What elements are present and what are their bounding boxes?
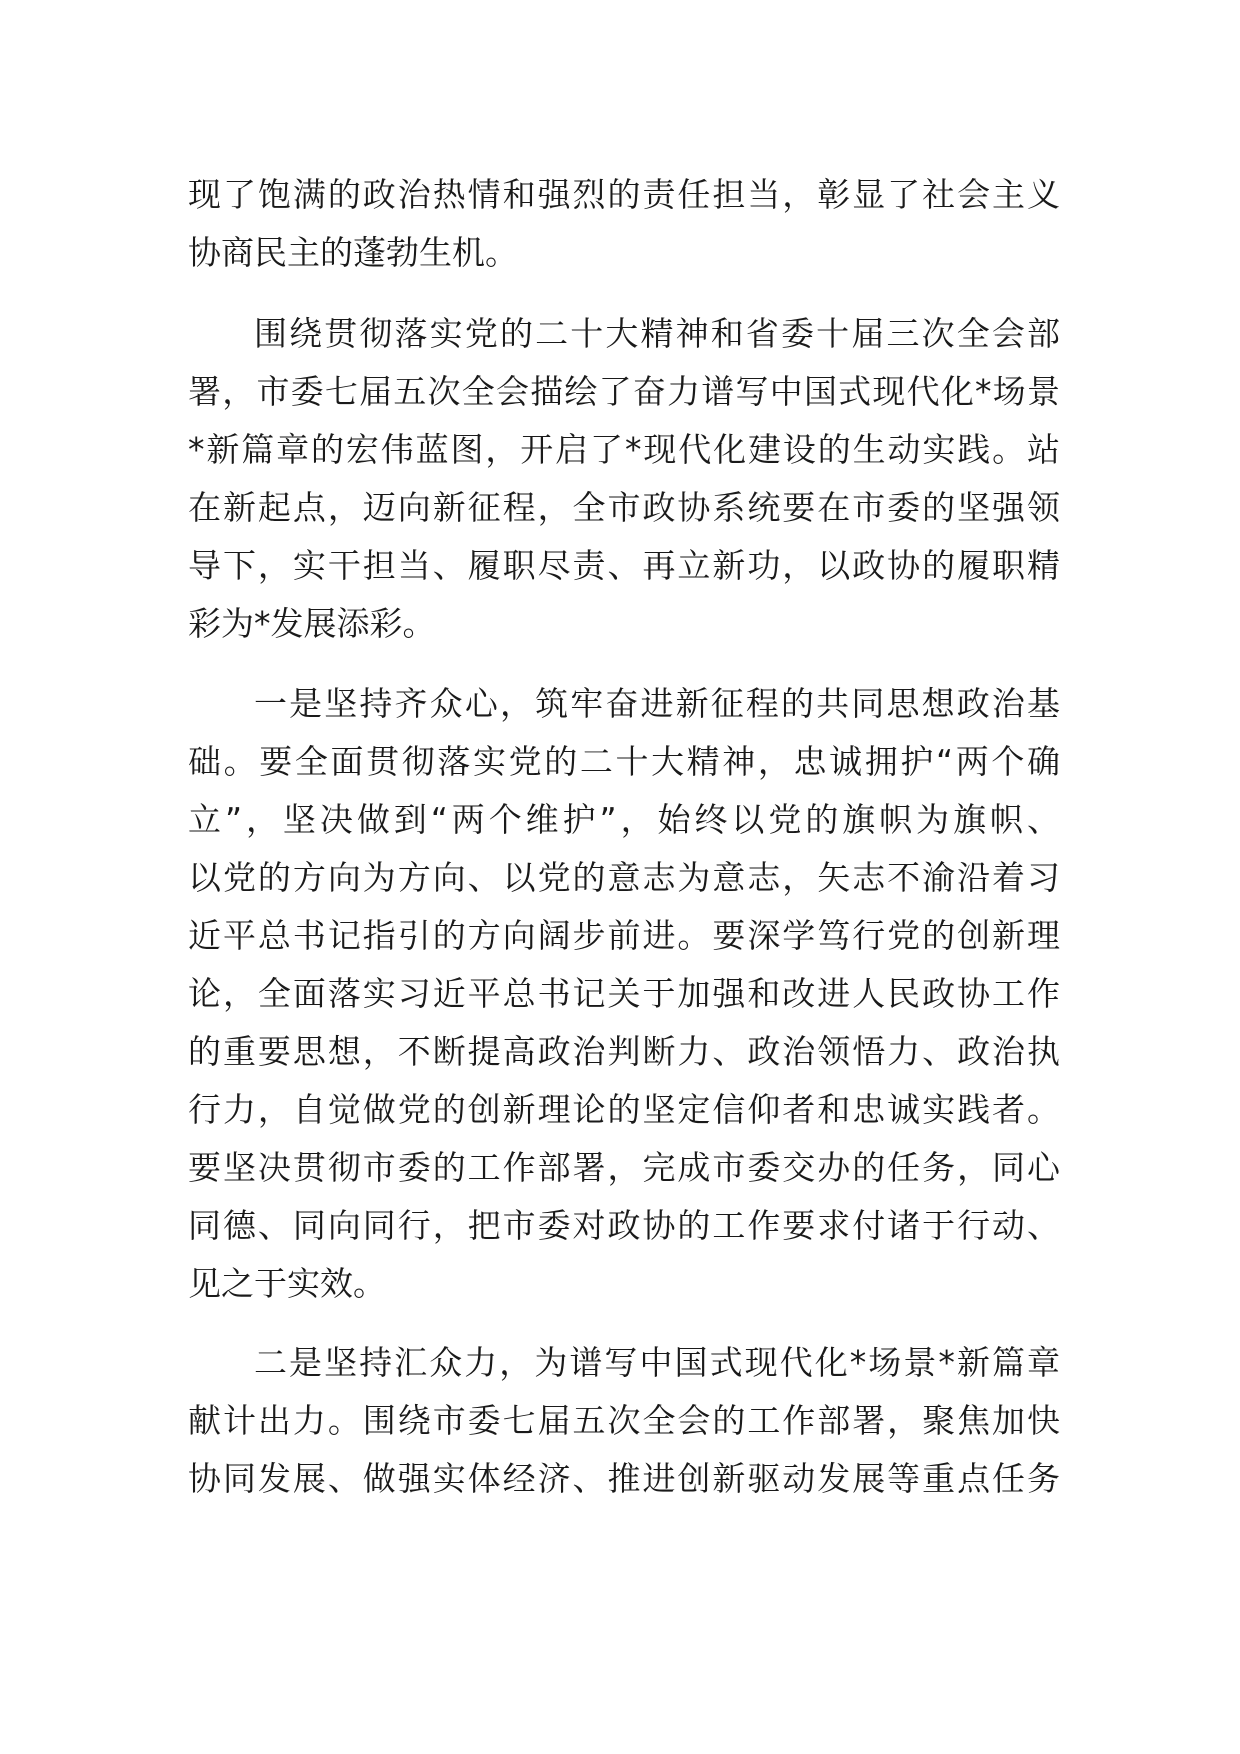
text-line: 同德、同向同行，把市委对政协的工作要求付诸于行动、: [188, 1206, 1060, 1245]
text-line: 的重要思想，不断提高政治判断力、政治领悟力、政治执: [188, 1032, 1060, 1071]
text-line: 献计出力。围绕市委七届五次全会的工作部署，聚焦加快: [188, 1401, 1060, 1440]
text-line: 以党的方向为方向、以党的意志为意志，矢志不渝沿着习: [188, 858, 1060, 897]
text-line: 现了饱满的政治热情和强烈的责任担当，彰显了社会主义: [188, 175, 1060, 214]
text-line: *新篇章的宏伟蓝图，开启了*现代化建设的生动实践。站: [188, 430, 1060, 469]
text-line: 见之于实效。: [188, 1264, 386, 1303]
text-line: 要坚决贯彻市委的工作部署，完成市委交办的任务，同心: [188, 1148, 1060, 1187]
text-line: 导下，实干担当、履职尽责、再立新功，以政协的履职精: [188, 546, 1060, 585]
text-line: 署，市委七届五次全会描绘了奋力谱写中国式现代化*场景: [188, 372, 1060, 411]
text-line: 协同发展、做强实体经济、推进创新驱动发展等重点任务: [188, 1459, 1060, 1498]
text-line: 础。要全面贯彻落实党的二十大精神，忠诚拥护“两个确: [188, 742, 1060, 781]
paragraph-first-line: 围绕贯彻落实党的二十大精神和省委十届三次全会部: [254, 314, 1060, 353]
text-line: 在新起点，迈向新征程，全市政协系统要在市委的坚强领: [188, 488, 1060, 527]
text-line: 协商民主的蓬勃生机。: [188, 233, 518, 272]
paragraph-first-line: 二是坚持汇众力，为谱写中国式现代化*场景*新篇章: [254, 1343, 1060, 1382]
text-line: 立”，坚决做到“两个维护”，始终以党的旗帜为旗帜、: [188, 800, 1060, 839]
text-line: 彩为*发展添彩。: [188, 604, 436, 643]
paragraph-first-line: 一是坚持齐众心，筑牢奋进新征程的共同思想政治基: [254, 684, 1060, 723]
text-line: 论，全面落实习近平总书记关于加强和改进人民政协工作: [188, 974, 1060, 1013]
text-line: 近平总书记指引的方向阔步前进。要深学笃行党的创新理: [188, 916, 1060, 955]
text-line: 行力，自觉做党的创新理论的坚定信仰者和忠诚实践者。: [188, 1090, 1060, 1129]
